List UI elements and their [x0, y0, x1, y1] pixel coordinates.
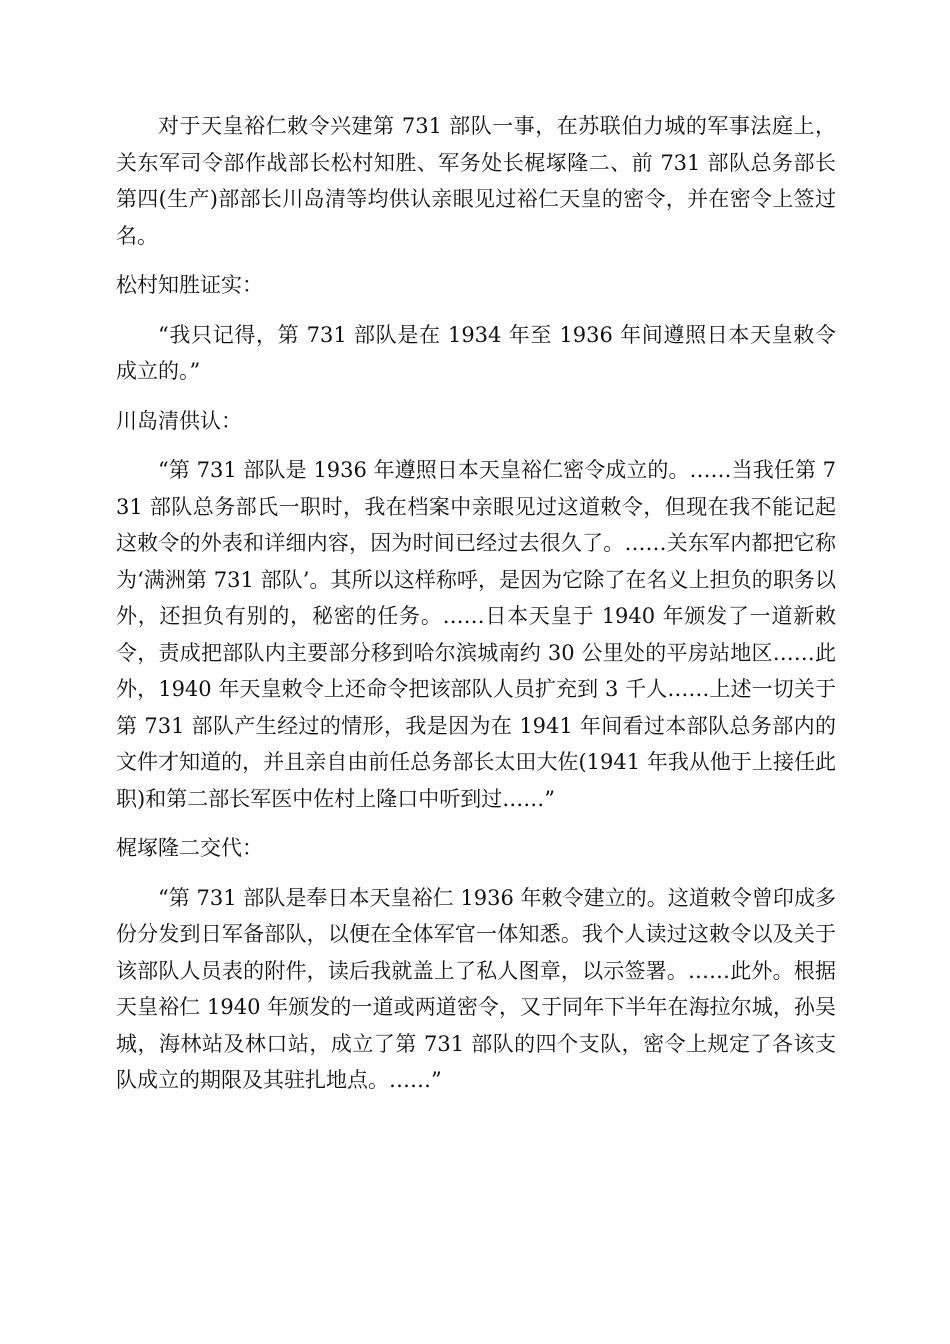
kawashima-quote: “第 731 部队是 1936 年遵照日本天皇裕仁密令成立的。……当我任第 731 部队总务部氏一职时，我在档案中亲眼见过这道敕令，但现在我不能记起这敕令的外表和详细内容，因为时间已经过去很久了。……关东军内都把它称为‘满洲第 731 部队’。其所以这样称呼，是因为它除了在名义上担负的职务以外，还担负有别的，秘密的任务。……日本天皇于 1940 年颁发了一道新敕令，责成把部队内主要部分移到哈尔滨城南约 30 公里处的平房站地区……此外，1940 年天皇敕令上还命令把该部队人员扩充到 3 千人……上述一切关于第 731 部队产生经过的情形，我是因为在 1941 年间看过本部队总务部内的文件才知道的，并且亲自由前任总务部长太田大佐(1941 年我从他于上接任此职)和第二部长军医中佐村上隆口中听到过……” — [116, 458, 836, 811]
matsumura-quote: “我只记得，第 731 部队是在 1934 年至 1936 年间遵照日本天皇敕令成立的。” — [116, 322, 836, 383]
kajitsuka-label: 梶塚隆二交代： — [116, 836, 263, 860]
intro-paragraph: 对于天皇裕仁敕令兴建第 731 部队一事，在苏联伯力城的军事法庭上，关东军司令部作战部长松村知胜、军务处长梶塚隆二、前 731 部队总务部长第四(生产)部部长川岛清等均供认亲眼见过裕仁天皇的密令，并在密令上签过名。 — [116, 114, 836, 248]
document-page — [116, 108, 836, 1099]
kawashima-label: 川岛清供认： — [116, 408, 242, 433]
matsumura-label: 松村知胜证实： — [116, 273, 263, 297]
kajitsuka-quote: “第 731 部队是奉日本天皇裕仁 1936 年敕令建立的。这道敕令曾印成多份分发到日军备部队，以便在全体军官一体知悉。我个人读过这敕令以及关于该部队人员表的附件，读后我就盖上了私人图章，以示签署。……此外。根据天皇裕仁 1940 年颁发的一道或两道密令，又于同年下半年在海拉尔城，孙吴城，海林站及林口站，成立了第 731 部队的四个支队，密令上规定了各该支队成立的期限及其驻扎地点。……” — [116, 885, 836, 1092]
